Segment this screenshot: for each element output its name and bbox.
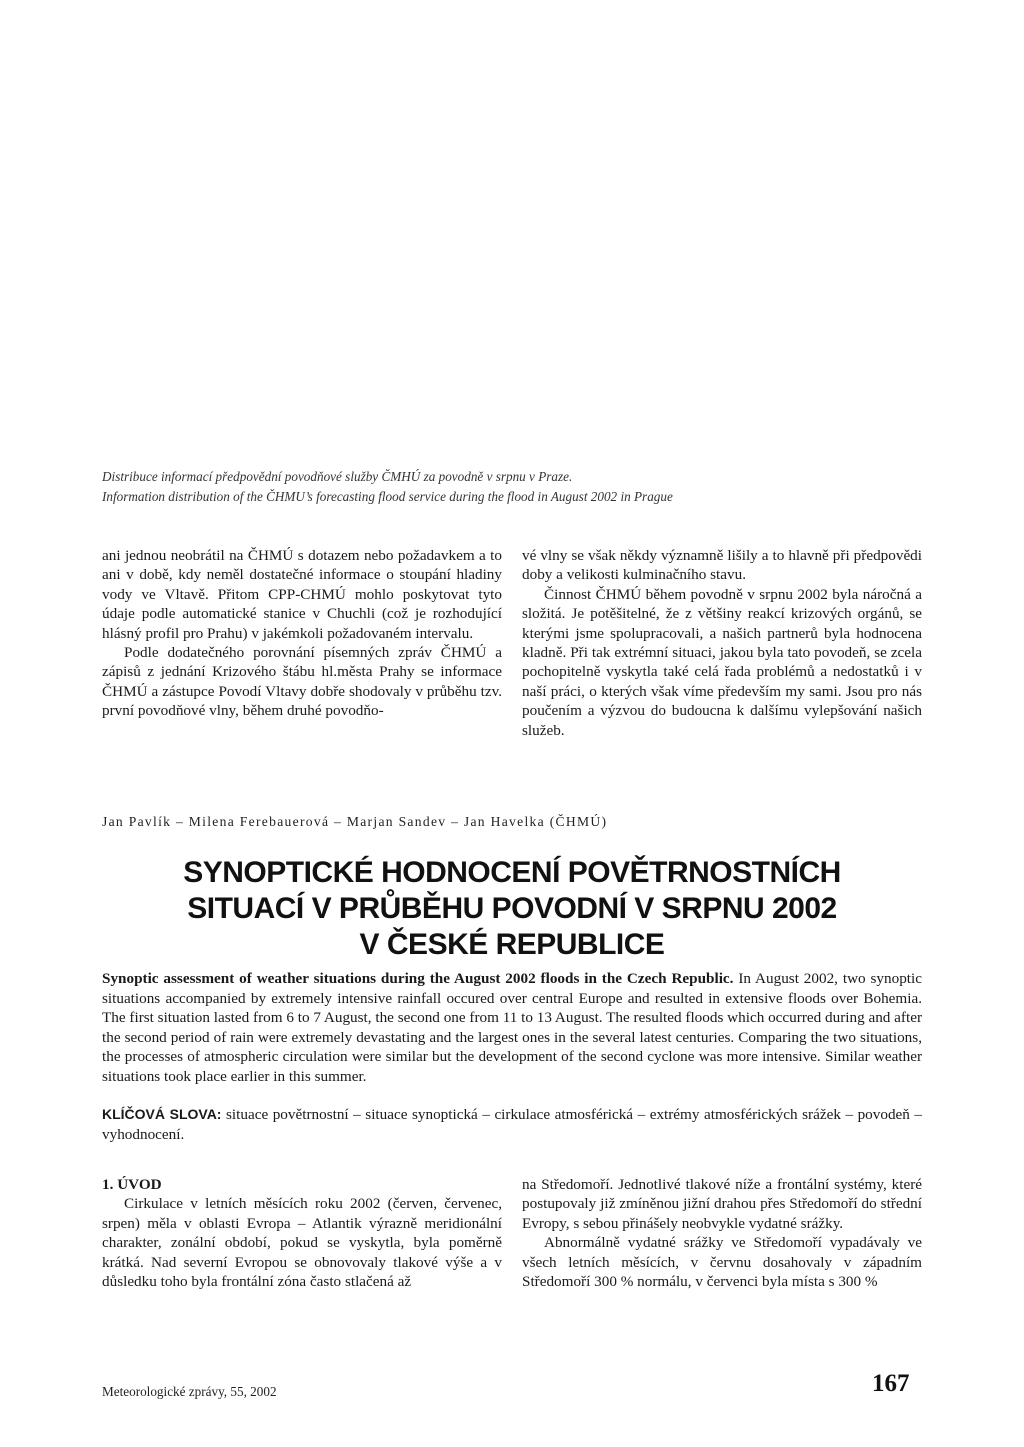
figure-caption-czech: Distribuce informací předpovědní povodňové služby ČMHÚ za povodně v srpnu v Praze.: [102, 469, 573, 484]
paragraph: Cirkulace v letních měsících roku 2002 (červen, červenec, srpen) měla v oblasti Evropa – Atlantik výrazně meridionální charakter, zonální období, pokud se vyskytla, byla poměrně krátká. Nad severní Evropou se obnovovaly tlakové výše a v důsledku toho byla frontální zóna často stlačená až: [102, 1195, 502, 1291]
prev-article-left-column: [102, 546, 502, 721]
figure-caption-english: Information distribution of the ČHMU’s forecasting flood service during the flood in August 2002 in Prague: [102, 489, 673, 504]
paragraph: Podle dodatečného porovnání písemných zpráv ČHMÚ a zápisů z jednání Krizového štábu hl.města Prahy se informace ČHMÚ a zástupce Povodí Vltavy dobře shodovaly v průběhu tzv. první povodňové vlny, během druhé povodňo-: [102, 644, 502, 720]
intro-right-column: [522, 1175, 922, 1291]
title-line: V ČESKÉ REPUBLICE: [359, 928, 665, 961]
article-authors: Jan Pavlík – Milena Ferebauerová – Marjan Sandev – Jan Havelka (ČHMÚ): [102, 814, 608, 829]
page-number: 167: [872, 1370, 910, 1397]
section-heading: 1. ÚVOD: [102, 1176, 162, 1193]
keywords-text: situace povětrnostní – situace synoptická – cirkulace atmosférická – extrémy atmosférických srážek – povodeň – vyhodnocení.: [102, 1106, 922, 1143]
prev-article-right-column: [522, 546, 922, 740]
paragraph: ani jednou neobrátil na ČHMÚ s dotazem nebo požadavkem a to ani v době, kdy neměl dostatečné informace o stoupání hladiny vody ve Vltavě. Přitom CPP-CHMÚ mohlo poskytovat tyto údaje podle automatické stanice v Chuchli (což je rozhodující hlásný profil pro Prahu) v jakémkoli požadovaném intervalu.: [102, 547, 502, 642]
abstract: [102, 969, 922, 1086]
abstract-title: Synoptic assessment of weather situations during the August 2002 floods in the Czech Republic.: [102, 970, 734, 987]
figure-caption: [102, 467, 932, 507]
article-title: [102, 855, 922, 963]
journal-citation: Meteorologické zprávy, 55, 2002: [102, 1384, 277, 1399]
title-line: SYNOPTICKÉ HODNOCENÍ POVĚTRNOSTNÍCH: [183, 856, 841, 889]
title-line: SITUACÍ V PRŮBĚHU POVODNÍ V SRPNU 2002: [187, 892, 837, 925]
paragraph: vé vlny se však někdy významně lišily a to hlavně při předpovědi doby a velikosti kulminačního stavu.: [522, 547, 922, 584]
keywords-label: KLÍČOVÁ SLOVA:: [102, 1106, 222, 1122]
intro-left-column: [102, 1175, 502, 1291]
abstract-body: In August 2002, two synoptic situations accompanied by extremely intensive rainfall occured over central Europe and resulted in extensive floods over Bohemia. The first situation lasted from 6 to 7 August, the second one from 11 to 13 August. The resulted floods which occurred during and after the second period of rain were extremely devastating and the largest ones in the several latest centuries. Comparing the two situations, the processes of atmospheric circulation were similar but the development of the second cyclone was more intensive. Similar weather situations took place earlier in this summer.: [102, 970, 922, 1085]
paragraph: Abnormálně vydatné srážky ve Středomoří vypadávaly ve všech letních měsících, v červnu dosahovaly v západním Středomoří 300 % normálu, v červenci byla místa s 300 %: [522, 1234, 922, 1291]
keywords: [102, 1105, 922, 1144]
paragraph: na Středomoří. Jednotlivé tlakové níže a frontální systémy, které postupovaly již zmíněnou jižní drahou přes Středomoří do střední Evropy, s sebou přinášely neobvykle vydatné srážky.: [522, 1176, 922, 1232]
paragraph: Činnost ČHMÚ během povodně v srpnu 2002 byla náročná a složitá. Je potěšitelné, že z většiny reakcí krizových orgánů, se kterými jsme spolupracovali, a našich partnerů byla hodnocena kladně. Při tak extrémní situaci, jakou byla tato povodeň, se zcela pochopitelně vyskytla také celá řada problémů a nedostatků i v naší práci, o kterých však víme především my sami. Jsou pro nás poučením a výzvou do budoucna k dalšímu vylepšování našich služeb.: [522, 585, 922, 739]
